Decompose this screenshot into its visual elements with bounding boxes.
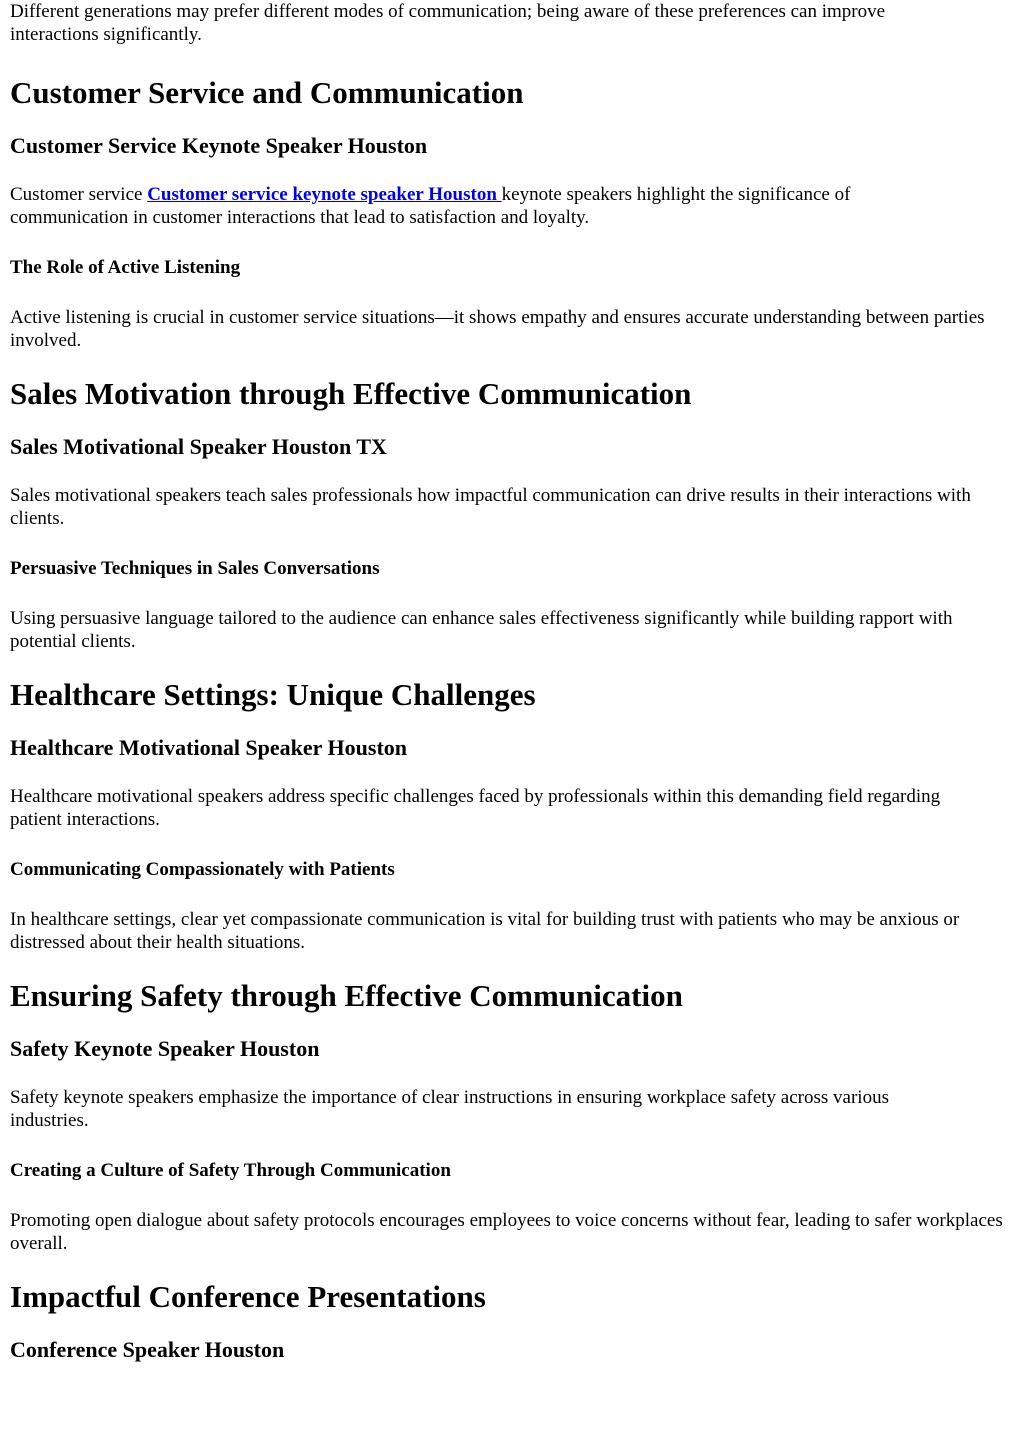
paragraph-safety-culture: Promoting open dialogue about safety protocols encourages employees to voice concerns without fear, leading to safer workplaces overall. (10, 1210, 1003, 1254)
section-heading-sales-motivation: Sales Motivation through Effective Communication (10, 376, 692, 411)
subheading-safety-speaker: Safety Keynote Speaker Houston (10, 1036, 320, 1061)
subheading-persuasive-techniques: Persuasive Techniques in Sales Conversations (10, 558, 380, 579)
section-heading-customer-service: Customer Service and Communication (10, 75, 524, 110)
subheading-safety-culture: Creating a Culture of Safety Through Communication (10, 1160, 451, 1181)
paragraph-customer-service (10, 183, 940, 229)
paragraph-sales-speaker: Sales motivational speakers teach sales professionals how impactful communication can drive results in their interactions with clients. (10, 485, 971, 529)
subheading-active-listening: The Role of Active Listening (10, 257, 241, 278)
paragraph-persuasive-techniques: Using persuasive language tailored to the audience can enhance sales effectiveness significantly while building rapport with potential clients. (10, 608, 953, 652)
paragraph-text-before-link: Customer service (10, 184, 148, 205)
intro-paragraph: Different generations may prefer different modes of communication; being aware of these preferences can improve interactions significantly. (10, 1, 886, 45)
subheading-customer-service-speaker: Customer Service Keynote Speaker Houston (10, 133, 428, 158)
customer-service-speaker-link[interactable]: Customer service keynote speaker Houston (147, 184, 502, 205)
paragraph-active-listening: Active listening is crucial in customer service situations—it shows empathy and ensures accurate understanding between parties involved. (10, 307, 985, 351)
subheading-healthcare-speaker: Healthcare Motivational Speaker Houston (10, 735, 408, 760)
paragraph-safety-speaker: Safety keynote speakers emphasize the importance of clear instructions in ensuring workplace safety across various industries. (10, 1087, 889, 1131)
paragraph-text-after-link: keynote speakers highlight the significance of communication in customer interactions that lead to satisfaction and loyalty. (10, 184, 851, 228)
section-heading-healthcare: Healthcare Settings: Unique Challenges (10, 677, 536, 712)
subheading-sales-speaker: Sales Motivational Speaker Houston TX (10, 434, 387, 459)
section-heading-conference: Impactful Conference Presentations (10, 1279, 486, 1314)
subheading-conference-speaker: Conference Speaker Houston (10, 1337, 285, 1362)
paragraph-healthcare-speaker: Healthcare motivational speakers address specific challenges faced by professionals within this demanding field regarding patient interactions. (10, 786, 941, 830)
subheading-compassionate-communication: Communicating Compassionately with Patients (10, 859, 395, 880)
paragraph-compassionate-communication: In healthcare settings, clear yet compassionate communication is vital for building trust with patients who may be anxious or distressed about their health situations. (10, 909, 960, 953)
section-heading-safety: Ensuring Safety through Effective Communication (10, 978, 683, 1013)
